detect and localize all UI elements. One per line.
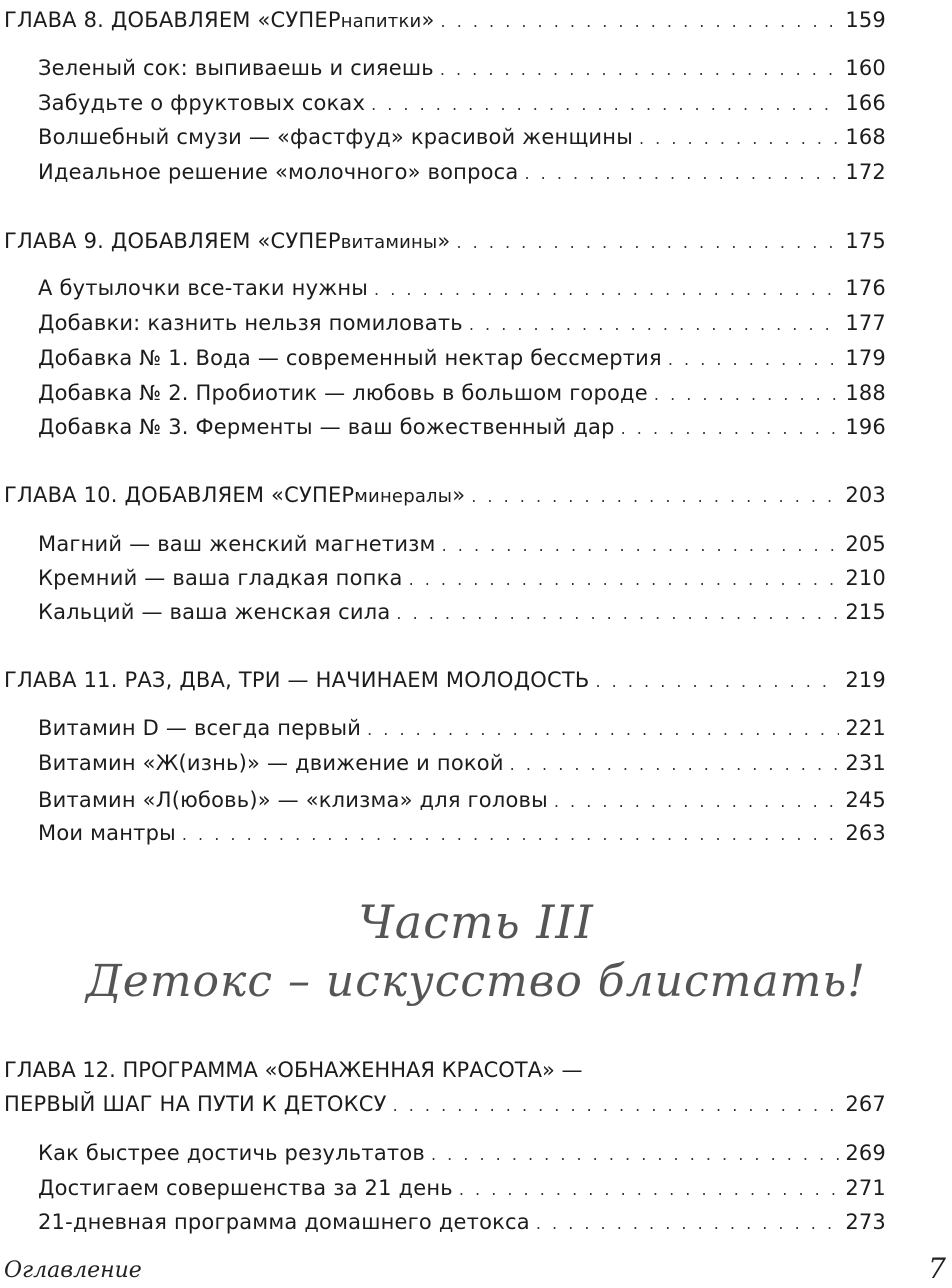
entry-title: Забудьте о фруктовых соках <box>38 91 366 115</box>
page-number: 175 <box>845 229 886 253</box>
dot-leader <box>554 787 839 817</box>
entry-title: Как быстрее достичь результатов <box>38 1141 425 1165</box>
toc-entry[interactable] <box>38 563 886 593</box>
chapter-title-line-2: ПЕРВЫЙ ШАГ НА ПУТИ К ДЕТОКСУ <box>4 1092 387 1116</box>
dot-leader <box>510 750 840 780</box>
entry-title: Достигаем совершенства за 21 день <box>38 1176 453 1200</box>
dot-leader <box>459 1175 839 1205</box>
entry-title: Добавки: казнить нельзя помиловать <box>38 311 463 335</box>
dot-leader <box>668 345 839 375</box>
page-number: 203 <box>845 483 886 507</box>
toc-chapter-8[interactable] <box>4 5 886 35</box>
entry-title: Магний — ваш женский магнетизм <box>38 532 436 556</box>
toc-entry[interactable] <box>38 748 886 778</box>
dot-leader <box>525 159 840 189</box>
running-footer-section: Оглавление <box>4 1258 142 1283</box>
entry-title: Мои мантры <box>38 821 176 845</box>
page-number: 172 <box>845 160 886 184</box>
dot-leader <box>639 124 839 154</box>
page-number: 177 <box>845 311 886 335</box>
page-number: 231 <box>845 751 886 775</box>
page-number: 219 <box>845 668 886 692</box>
entry-title: Кремний — ваша гладкая попка <box>38 566 403 590</box>
dot-leader <box>596 667 840 697</box>
page-number: 176 <box>845 276 886 300</box>
dot-leader <box>456 228 839 258</box>
dot-leader <box>469 310 839 340</box>
toc-entry[interactable] <box>38 1207 886 1237</box>
page-number: 205 <box>845 532 886 556</box>
entry-title: Добавка № 1. Вода — современный нектар бессмертия <box>38 346 662 370</box>
entry-title: Добавка № 3. Ферменты — ваш божественный дар <box>38 415 615 439</box>
chapter-title: ГЛАВА 9. ДОБАВЛЯЕМ «СУПЕРвитамины» <box>4 229 451 253</box>
dot-leader <box>471 482 839 512</box>
dot-leader <box>654 380 839 410</box>
page-number: 210 <box>845 566 886 590</box>
folio-page-number: 7 <box>928 1252 946 1285</box>
page-number: 215 <box>845 600 886 624</box>
page-number: 196 <box>845 415 886 439</box>
entry-title: Витамин «Ж(изнь)» — движение и покой <box>38 751 504 775</box>
page-number: 168 <box>845 125 886 149</box>
dot-leader <box>409 565 840 595</box>
dot-leader <box>182 820 839 850</box>
toc-entry[interactable] <box>38 597 886 627</box>
page-number: 271 <box>845 1176 886 1200</box>
entry-title: 21-дневная программа домашнего детокса <box>38 1210 530 1234</box>
entry-title: Кальций — ваша женская сила <box>38 600 391 624</box>
toc-chapter-9[interactable] <box>4 226 886 256</box>
page-number: 273 <box>845 1210 886 1234</box>
toc-entry[interactable] <box>38 157 886 187</box>
entry-title: Волшебный смузи — «фастфуд» красивой женщины <box>38 125 633 149</box>
dot-leader <box>441 7 840 37</box>
dot-leader <box>621 414 840 444</box>
toc-entry[interactable] <box>38 412 886 442</box>
page-number: 166 <box>845 91 886 115</box>
chapter-title: ГЛАВА 10. ДОБАВЛЯЕМ «СУПЕРминералы» <box>4 483 466 507</box>
dot-leader <box>440 55 839 85</box>
entry-title: А бутылочки все-таки нужны <box>38 276 369 300</box>
chapter-title: ГЛАВА 8. ДОБАВЛЯЕМ «СУПЕРнапитки» <box>4 8 435 32</box>
dot-leader <box>431 1140 839 1170</box>
entry-title: Идеальное решение «молочного» вопроса <box>38 160 519 184</box>
toc-entry[interactable] <box>38 713 886 743</box>
part-heading: Часть III <box>358 895 594 949</box>
page-number: 159 <box>845 8 886 32</box>
entry-title: Зеленый сок: выпиваешь и сияешь <box>38 56 434 80</box>
toc-entry[interactable] <box>38 308 886 338</box>
toc-chapter-11[interactable] <box>4 665 886 695</box>
toc-entry[interactable] <box>38 378 886 408</box>
dot-leader <box>374 275 839 305</box>
dot-leader <box>536 1209 839 1239</box>
toc-entry[interactable] <box>38 53 886 83</box>
chapter-title: ГЛАВА 11. РАЗ, ДВА, ТРИ — НАЧИНАЕМ МОЛОДОСТЬ <box>4 668 590 692</box>
entry-title: Витамин «Л(юбовь)» — «клизма» для головы <box>38 788 548 812</box>
entry-title: Витамин D — всегда первый <box>38 716 362 740</box>
page-number: 188 <box>845 381 886 405</box>
page-number: 267 <box>845 1092 886 1116</box>
page-number: 245 <box>845 788 886 812</box>
toc-entry[interactable] <box>38 88 886 118</box>
page-number: 160 <box>845 56 886 80</box>
page-number: 221 <box>845 716 886 740</box>
dot-leader <box>396 599 839 629</box>
toc-chapter-10[interactable] <box>4 480 886 510</box>
page-number: 179 <box>845 346 886 370</box>
page-number: 263 <box>845 821 886 845</box>
toc-entry[interactable] <box>38 818 886 848</box>
dot-leader <box>442 531 840 561</box>
toc-entry[interactable] <box>38 122 886 152</box>
toc-entry[interactable] <box>38 529 886 559</box>
toc-entry[interactable] <box>38 1138 886 1168</box>
entry-title: Добавка № 2. Пробиотик — любовь в большом городе <box>38 381 648 405</box>
dot-leader <box>393 1091 840 1121</box>
toc-entry[interactable] <box>38 273 886 303</box>
dot-leader <box>371 90 839 120</box>
dot-leader <box>367 715 839 745</box>
toc-chapter-12[interactable] <box>4 1089 886 1119</box>
toc-entry[interactable] <box>38 343 886 373</box>
chapter-title-line-1: ГЛАВА 12. ПРОГРАММА «ОБНАЖЕННАЯ КРАСОТА» — <box>4 1058 583 1082</box>
toc-entry[interactable] <box>38 1173 886 1203</box>
toc-entry[interactable] <box>38 785 886 815</box>
page-number: 269 <box>845 1141 886 1165</box>
part-subheading: Детокс – искусство блистать! <box>86 956 866 1007</box>
